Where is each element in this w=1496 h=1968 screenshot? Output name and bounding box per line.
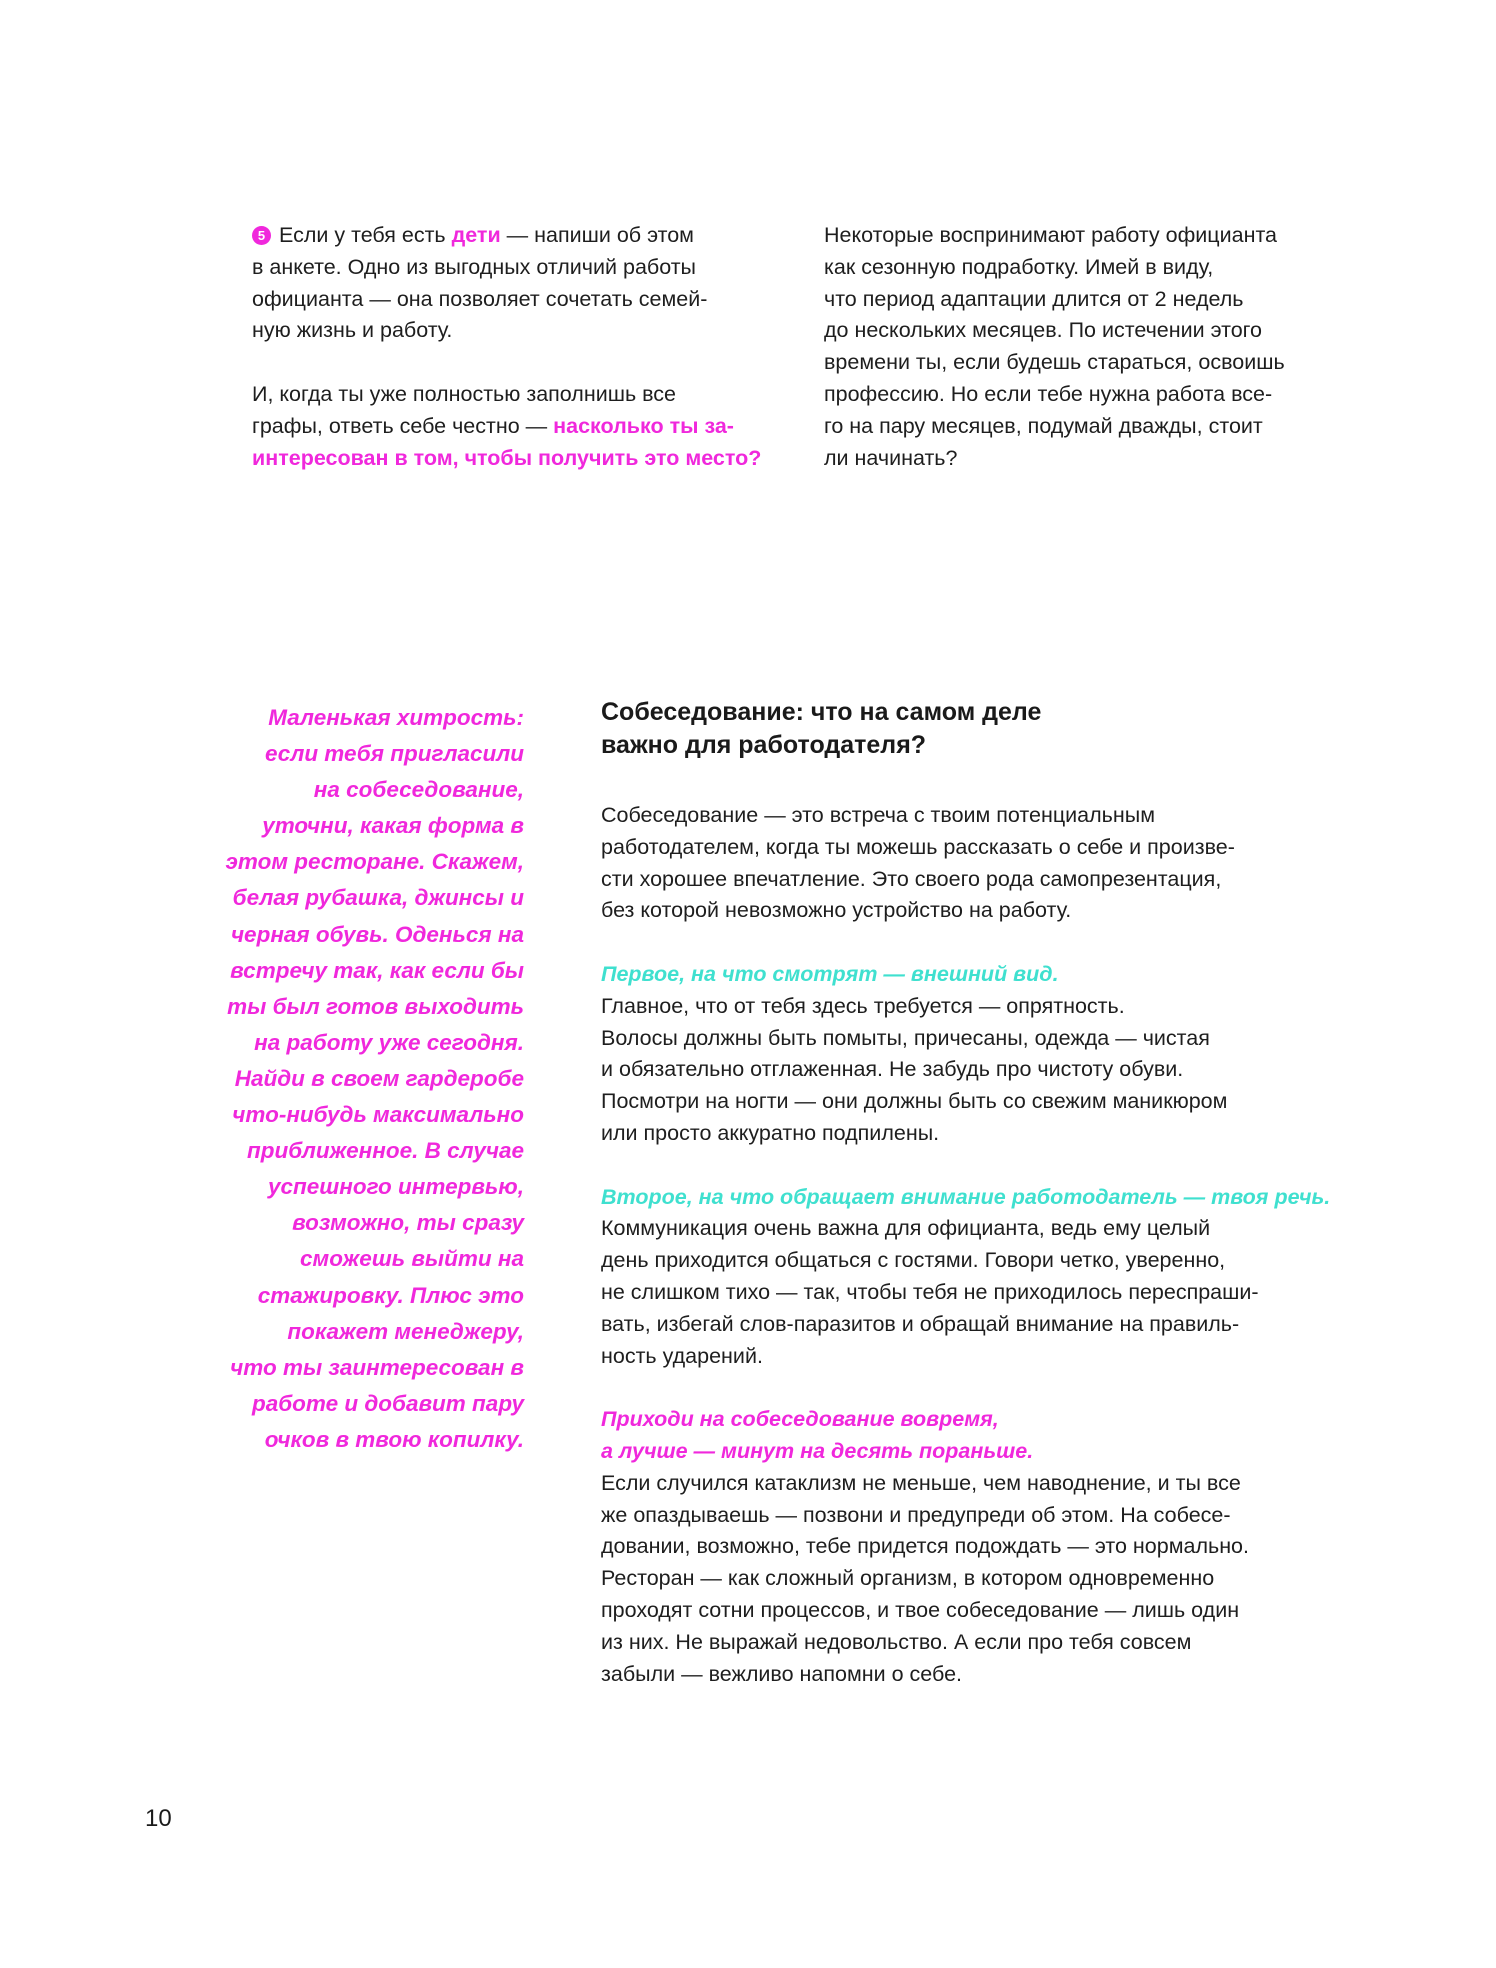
section-heading — [601, 696, 1361, 762]
tip-line: уточни, какая форма в — [262, 813, 524, 839]
paragraph-line: день приходится общаться с гостями. Говори четко, уверенно, — [601, 1248, 1226, 1273]
paragraph-line: проходят сотни процессов, и твое собеседование — лишь один — [601, 1597, 1240, 1622]
paragraph-line: Коммуникация очень важна для официанта, ведь ему целый — [601, 1216, 1211, 1241]
paragraph-line: ность ударений. — [601, 1343, 763, 1368]
tip-line: что-нибудь максимально — [232, 1102, 524, 1128]
paragraph-line: И, когда ты уже полностью заполнишь все — [252, 381, 677, 406]
appearance-title: Первое, на что смотрят — внешний вид. — [601, 961, 1059, 986]
paragraph-line — [252, 411, 772, 443]
highlight-question: интересован в том, чтобы получить это место? — [252, 445, 762, 470]
tip-line: черная обувь. Оденься на — [230, 921, 524, 947]
paragraph-line: Собеседование — это встреча с твоим потенциальным — [601, 803, 1155, 827]
paragraph-line: Ресторан — как сложный организм, в котором одновременно — [601, 1566, 1215, 1591]
tip-line: на работу уже сегодня. — [254, 1029, 524, 1055]
number-badge: 5 — [252, 226, 271, 245]
tip-line: белая рубашка, джинсы и — [232, 885, 524, 911]
tip-line: Найди в своем гардеробе — [234, 1065, 524, 1091]
tip-line: работе и добавит пару — [251, 1390, 524, 1416]
paragraph-line: без которой невозможно устройство на работу. — [601, 898, 1072, 923]
page-number: 10 — [145, 1805, 172, 1832]
highlight-children: дети — [451, 223, 501, 247]
tip-line: встречу так, как если бы — [230, 957, 524, 983]
tip-line: возможно, ты сразу — [292, 1210, 524, 1236]
punctuality-title: Приходи на собеседование вовремя, — [601, 1407, 999, 1432]
paragraph-line: времени ты, если будешь стараться, освоишь — [824, 350, 1285, 375]
paragraph-line: и обязательно отглаженная. Не забудь про чистоту обуви. — [601, 1057, 1184, 1082]
heading-line: Собеседование: что на самом деле — [601, 698, 1042, 726]
tip-line: что ты заинтересован в — [230, 1354, 524, 1380]
main-column — [601, 696, 1361, 1690]
tip-line: этом ресторане. Скажем, — [225, 849, 524, 875]
tip-line: покажет менеджеру, — [287, 1318, 524, 1344]
tip-line: ты был готов выходить — [227, 993, 524, 1019]
paragraph-line: работодателем, когда ты можешь рассказать о себе и произве- — [601, 834, 1235, 859]
speech-title: Второе, на что обращает внимание работодатель — твоя речь. — [601, 1184, 1331, 1209]
paragraph-line: ную жизнь и работу. — [252, 318, 453, 343]
paragraph-line: из них. Не выражай недовольство. А если про тебя совсем — [601, 1629, 1192, 1654]
paragraph-line: профессию. Но если тебе нужна работа все- — [824, 381, 1273, 406]
tip-line: если тебя пригласили — [265, 741, 524, 767]
top-left-column — [252, 220, 772, 474]
top-right-column — [824, 220, 1344, 474]
paragraph-line: как сезонную подработку. Имей в виду, — [824, 254, 1214, 279]
paragraph-line: в анкете. Одно из выгодных отличий работы — [252, 254, 697, 279]
paragraph-line: официанта — она позволяет сочетать семей- — [252, 286, 708, 311]
children-paragraph — [252, 220, 772, 347]
tip-line: приближенное. В случае — [247, 1138, 524, 1164]
sidebar-tip — [150, 700, 524, 1458]
paragraph-line: Волосы должны быть помыты, причесаны, одежда — чистая — [601, 1025, 1210, 1050]
paragraph-line: забыли — вежливо напомни о себе. — [601, 1661, 962, 1686]
paragraph-line: вать, избегай слов-паразитов и обращай внимание на правиль- — [601, 1311, 1240, 1336]
text-fragment: графы, ответь себе честно — — [252, 413, 554, 438]
text-fragment: — напиши об этом — [500, 223, 694, 247]
tip-line: сможешь выйти на — [300, 1246, 524, 1272]
punctuality-title: а лучше — минут на десять пораньше. — [601, 1438, 1034, 1463]
paragraph-line: Посмотри на ногти — они должны быть со свежим маникюром — [601, 1089, 1228, 1114]
seasonal-paragraph — [824, 220, 1344, 474]
intro-paragraph — [601, 800, 1361, 927]
highlight-question: насколько ты за- — [553, 413, 734, 438]
paragraph-line: до нескольких месяцев. По истечении этого — [824, 318, 1263, 343]
tip-line: стажировку. Плюс это — [257, 1282, 524, 1308]
tip-line: на собеседование, — [313, 777, 524, 803]
punctuality-section — [601, 1404, 1361, 1690]
heading-line: важно для работодателя? — [601, 731, 927, 759]
tip-line: Маленькая хитрость: — [268, 705, 524, 730]
paragraph-line: Некоторые воспринимают работу официанта — [824, 223, 1278, 247]
paragraph-line: Если случился катаклизм не меньше, чем наводнение, и ты все — [601, 1470, 1241, 1495]
speech-section — [601, 1182, 1361, 1373]
paragraph-line: не слишком тихо — так, чтобы тебя не приходилось переспраши- — [601, 1279, 1259, 1304]
paragraph-line: Главное, что от тебя здесь требуется — опрятность. — [601, 993, 1125, 1018]
paragraph-line — [252, 220, 772, 252]
paragraph-line: довании, возможно, тебе придется подождать — это нормально. — [601, 1534, 1249, 1559]
tip-line: очков в твою копилку. — [264, 1426, 524, 1452]
paragraph-line: же опаздываешь — позвони и предупреди об этом. На собесе- — [601, 1502, 1231, 1527]
paragraph-line: что период адаптации длится от 2 недель — [824, 286, 1244, 311]
tip-line: успешного интервью, — [267, 1174, 524, 1200]
text-fragment: Если у тебя есть — [279, 223, 452, 247]
paragraph-line: ли начинать? — [824, 445, 958, 470]
paragraph-line: го на пару месяцев, подумай дважды, стоит — [824, 413, 1263, 438]
paragraph-line: или просто аккуратно подпилены. — [601, 1120, 940, 1145]
interest-paragraph — [252, 379, 772, 474]
paragraph-line: сти хорошее впечатление. Это своего рода самопрезентация, — [601, 866, 1222, 891]
appearance-section — [601, 959, 1361, 1150]
